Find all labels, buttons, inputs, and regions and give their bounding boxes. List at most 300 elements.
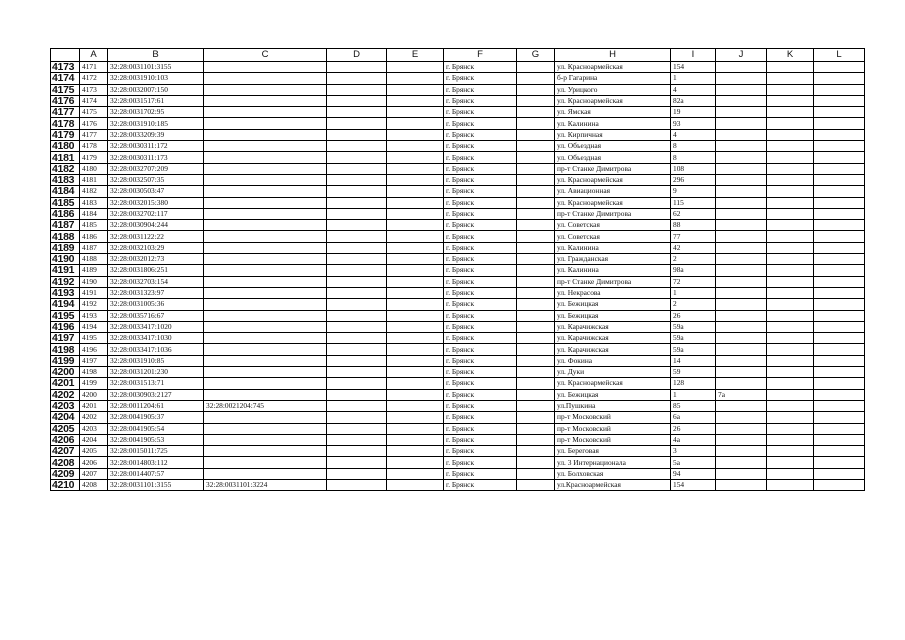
cell-f[interactable]: г. Брянск	[444, 62, 517, 73]
column-header-g[interactable]: G	[517, 49, 555, 62]
cell-f[interactable]: г. Брянск	[444, 163, 517, 174]
cell-l[interactable]	[814, 344, 865, 355]
cell-h[interactable]: пр-т Московский	[555, 434, 671, 445]
cell-e[interactable]	[387, 231, 444, 242]
cell-l[interactable]	[814, 310, 865, 321]
cell-g[interactable]	[517, 84, 555, 95]
cell-c[interactable]	[204, 84, 327, 95]
cell-k[interactable]	[767, 73, 814, 84]
cell-b[interactable]: 32:28:0011204:61	[108, 400, 204, 411]
cell-a[interactable]: 4201	[80, 400, 108, 411]
cell-d[interactable]	[327, 378, 387, 389]
row-number-cell[interactable]: 4196	[51, 321, 80, 332]
cell-e[interactable]	[387, 355, 444, 366]
cell-a[interactable]: 4185	[80, 220, 108, 231]
cell-d[interactable]	[327, 276, 387, 287]
cell-j[interactable]	[716, 208, 767, 219]
cell-k[interactable]	[767, 141, 814, 152]
cell-a[interactable]: 4208	[80, 479, 108, 490]
cell-h[interactable]: ул. Объездная	[555, 152, 671, 163]
cell-l[interactable]	[814, 265, 865, 276]
cell-f[interactable]: г. Брянск	[444, 457, 517, 468]
cell-l[interactable]	[814, 479, 865, 490]
cell-a[interactable]: 4193	[80, 310, 108, 321]
cell-g[interactable]	[517, 434, 555, 445]
cell-b[interactable]: 32:28:0031005:36	[108, 299, 204, 310]
cell-c[interactable]	[204, 367, 327, 378]
cell-f[interactable]: г. Брянск	[444, 95, 517, 106]
cell-i[interactable]: 4	[671, 84, 716, 95]
cell-a[interactable]: 4176	[80, 118, 108, 129]
cell-k[interactable]	[767, 242, 814, 253]
cell-f[interactable]: г. Брянск	[444, 468, 517, 479]
cell-l[interactable]	[814, 118, 865, 129]
cell-c[interactable]	[204, 208, 327, 219]
cell-d[interactable]	[327, 62, 387, 73]
cell-c[interactable]	[204, 344, 327, 355]
cell-g[interactable]	[517, 378, 555, 389]
cell-b[interactable]: 32:28:0031910:185	[108, 118, 204, 129]
cell-i[interactable]: 108	[671, 163, 716, 174]
cell-j[interactable]	[716, 355, 767, 366]
row-number-cell[interactable]: 4179	[51, 129, 80, 140]
cell-i[interactable]: 42	[671, 242, 716, 253]
cell-g[interactable]	[517, 220, 555, 231]
cell-d[interactable]	[327, 265, 387, 276]
cell-a[interactable]: 4197	[80, 355, 108, 366]
cell-c[interactable]	[204, 299, 327, 310]
cell-l[interactable]	[814, 355, 865, 366]
cell-c[interactable]	[204, 276, 327, 287]
cell-f[interactable]: г. Брянск	[444, 220, 517, 231]
cell-i[interactable]: 9	[671, 186, 716, 197]
cell-l[interactable]	[814, 321, 865, 332]
cell-c[interactable]	[204, 107, 327, 118]
cell-f[interactable]: г. Брянск	[444, 141, 517, 152]
cell-e[interactable]	[387, 434, 444, 445]
cell-a[interactable]: 4182	[80, 186, 108, 197]
row-number-cell[interactable]: 4201	[51, 378, 80, 389]
cell-b[interactable]: 32:28:0031201:230	[108, 367, 204, 378]
cell-f[interactable]: г. Брянск	[444, 400, 517, 411]
cell-l[interactable]	[814, 129, 865, 140]
cell-b[interactable]: 32:28:0030311:173	[108, 152, 204, 163]
cell-b[interactable]: 32:28:0031702:95	[108, 107, 204, 118]
cell-f[interactable]: г. Брянск	[444, 367, 517, 378]
cell-d[interactable]	[327, 186, 387, 197]
cell-j[interactable]	[716, 220, 767, 231]
cell-l[interactable]	[814, 367, 865, 378]
cell-g[interactable]	[517, 73, 555, 84]
cell-h[interactable]: ул. Фокина	[555, 355, 671, 366]
cell-e[interactable]	[387, 367, 444, 378]
cell-h[interactable]: ул. Советская	[555, 220, 671, 231]
row-number-cell[interactable]: 4203	[51, 400, 80, 411]
cell-i[interactable]: 115	[671, 197, 716, 208]
cell-d[interactable]	[327, 400, 387, 411]
cell-k[interactable]	[767, 299, 814, 310]
cell-c[interactable]	[204, 152, 327, 163]
cell-h[interactable]: ул. Советская	[555, 231, 671, 242]
row-number-cell[interactable]: 4189	[51, 242, 80, 253]
cell-l[interactable]	[814, 84, 865, 95]
cell-l[interactable]	[814, 174, 865, 185]
cell-b[interactable]: 32:28:0033417:1030	[108, 333, 204, 344]
cell-b[interactable]: 32:28:0033417:1036	[108, 344, 204, 355]
column-header-c[interactable]: C	[204, 49, 327, 62]
cell-c[interactable]: 32:28:0031101:3224	[204, 479, 327, 490]
cell-g[interactable]	[517, 389, 555, 400]
cell-g[interactable]	[517, 174, 555, 185]
cell-j[interactable]	[716, 118, 767, 129]
cell-c[interactable]	[204, 321, 327, 332]
cell-i[interactable]: 1	[671, 389, 716, 400]
cell-k[interactable]	[767, 163, 814, 174]
cell-k[interactable]	[767, 457, 814, 468]
cell-b[interactable]: 32:28:0041905:54	[108, 423, 204, 434]
cell-a[interactable]: 4202	[80, 412, 108, 423]
cell-a[interactable]: 4204	[80, 434, 108, 445]
cell-e[interactable]	[387, 186, 444, 197]
cell-a[interactable]: 4180	[80, 163, 108, 174]
cell-e[interactable]	[387, 310, 444, 321]
cell-i[interactable]: 72	[671, 276, 716, 287]
cell-a[interactable]: 4203	[80, 423, 108, 434]
cell-j[interactable]: 7а	[716, 389, 767, 400]
cell-k[interactable]	[767, 62, 814, 73]
row-number-cell[interactable]: 4200	[51, 367, 80, 378]
cell-j[interactable]	[716, 479, 767, 490]
cell-h[interactable]: ул. Карачижская	[555, 333, 671, 344]
cell-e[interactable]	[387, 95, 444, 106]
cell-i[interactable]: 26	[671, 310, 716, 321]
column-header-i[interactable]: I	[671, 49, 716, 62]
cell-f[interactable]: г. Брянск	[444, 378, 517, 389]
cell-j[interactable]	[716, 231, 767, 242]
cell-j[interactable]	[716, 107, 767, 118]
cell-b[interactable]: 32:28:0030904:244	[108, 220, 204, 231]
row-number-cell[interactable]: 4193	[51, 287, 80, 298]
column-header-d[interactable]: D	[327, 49, 387, 62]
cell-b[interactable]: 32:28:0031910:103	[108, 73, 204, 84]
cell-h[interactable]: ул. 3 Интернационала	[555, 457, 671, 468]
cell-a[interactable]: 4181	[80, 174, 108, 185]
row-number-cell[interactable]: 4187	[51, 220, 80, 231]
cell-d[interactable]	[327, 344, 387, 355]
cell-h[interactable]: ул. Карачижская	[555, 321, 671, 332]
cell-d[interactable]	[327, 220, 387, 231]
cell-f[interactable]: г. Брянск	[444, 446, 517, 457]
cell-d[interactable]	[327, 254, 387, 265]
cell-j[interactable]	[716, 141, 767, 152]
cell-e[interactable]	[387, 333, 444, 344]
row-number-cell[interactable]: 4192	[51, 276, 80, 287]
cell-e[interactable]	[387, 62, 444, 73]
cell-l[interactable]	[814, 231, 865, 242]
cell-h[interactable]: пр-т Станке Димитрова	[555, 163, 671, 174]
cell-g[interactable]	[517, 355, 555, 366]
cell-a[interactable]: 4173	[80, 84, 108, 95]
cell-d[interactable]	[327, 434, 387, 445]
cell-e[interactable]	[387, 479, 444, 490]
cell-i[interactable]: 1	[671, 287, 716, 298]
cell-l[interactable]	[814, 62, 865, 73]
cell-f[interactable]: г. Брянск	[444, 355, 517, 366]
cell-e[interactable]	[387, 220, 444, 231]
cell-k[interactable]	[767, 208, 814, 219]
cell-k[interactable]	[767, 389, 814, 400]
cell-b[interactable]: 32:28:0031101:3155	[108, 62, 204, 73]
cell-i[interactable]: 6а	[671, 412, 716, 423]
cell-i[interactable]: 82а	[671, 95, 716, 106]
cell-c[interactable]	[204, 412, 327, 423]
cell-i[interactable]: 77	[671, 231, 716, 242]
cell-h[interactable]: пр-т Московский	[555, 412, 671, 423]
cell-h[interactable]: ул. Береговая	[555, 446, 671, 457]
cell-j[interactable]	[716, 129, 767, 140]
cell-a[interactable]: 4190	[80, 276, 108, 287]
column-header-f[interactable]: F	[444, 49, 517, 62]
cell-i[interactable]: 85	[671, 400, 716, 411]
row-number-cell[interactable]: 4185	[51, 197, 80, 208]
cell-c[interactable]	[204, 265, 327, 276]
cell-g[interactable]	[517, 333, 555, 344]
cell-d[interactable]	[327, 479, 387, 490]
cell-l[interactable]	[814, 186, 865, 197]
cell-d[interactable]	[327, 129, 387, 140]
cell-f[interactable]: г. Брянск	[444, 186, 517, 197]
cell-e[interactable]	[387, 400, 444, 411]
cell-l[interactable]	[814, 254, 865, 265]
cell-h[interactable]: ул.Красноармейская	[555, 479, 671, 490]
cell-j[interactable]	[716, 321, 767, 332]
row-number-cell[interactable]: 4181	[51, 152, 80, 163]
cell-g[interactable]	[517, 231, 555, 242]
cell-b[interactable]: 32:28:0033209:39	[108, 129, 204, 140]
cell-e[interactable]	[387, 254, 444, 265]
cell-f[interactable]: г. Брянск	[444, 197, 517, 208]
cell-f[interactable]: г. Брянск	[444, 73, 517, 84]
cell-c[interactable]	[204, 310, 327, 321]
cell-e[interactable]	[387, 118, 444, 129]
cell-c[interactable]	[204, 220, 327, 231]
cell-b[interactable]: 32:28:0035716:67	[108, 310, 204, 321]
cell-l[interactable]	[814, 242, 865, 253]
cell-l[interactable]	[814, 73, 865, 84]
cell-d[interactable]	[327, 73, 387, 84]
row-number-cell[interactable]: 4197	[51, 333, 80, 344]
cell-i[interactable]: 62	[671, 208, 716, 219]
cell-k[interactable]	[767, 118, 814, 129]
cell-l[interactable]	[814, 378, 865, 389]
cell-j[interactable]	[716, 84, 767, 95]
cell-h[interactable]: ул. Красноармейская	[555, 95, 671, 106]
cell-c[interactable]	[204, 457, 327, 468]
cell-l[interactable]	[814, 400, 865, 411]
cell-c[interactable]	[204, 287, 327, 298]
cell-e[interactable]	[387, 378, 444, 389]
cell-d[interactable]	[327, 389, 387, 400]
cell-k[interactable]	[767, 479, 814, 490]
cell-l[interactable]	[814, 95, 865, 106]
cell-j[interactable]	[716, 299, 767, 310]
cell-b[interactable]: 32:28:0032007:150	[108, 84, 204, 95]
cell-l[interactable]	[814, 389, 865, 400]
cell-d[interactable]	[327, 141, 387, 152]
row-number-cell[interactable]: 4175	[51, 84, 80, 95]
cell-f[interactable]: г. Брянск	[444, 333, 517, 344]
cell-f[interactable]: г. Брянск	[444, 321, 517, 332]
cell-c[interactable]	[204, 73, 327, 84]
cell-g[interactable]	[517, 299, 555, 310]
cell-c[interactable]	[204, 434, 327, 445]
cell-h[interactable]: ул. Авиационная	[555, 186, 671, 197]
cell-k[interactable]	[767, 95, 814, 106]
cell-k[interactable]	[767, 220, 814, 231]
cell-d[interactable]	[327, 174, 387, 185]
cell-d[interactable]	[327, 152, 387, 163]
cell-i[interactable]: 296	[671, 174, 716, 185]
cell-d[interactable]	[327, 457, 387, 468]
cell-h[interactable]: пр-т Станке Димитрова	[555, 208, 671, 219]
cell-h[interactable]: ул. Бежицкая	[555, 299, 671, 310]
cell-b[interactable]: 32:28:0032015:380	[108, 197, 204, 208]
cell-i[interactable]: 14	[671, 355, 716, 366]
cell-c[interactable]	[204, 118, 327, 129]
column-header-l[interactable]: L	[814, 49, 865, 62]
cell-j[interactable]	[716, 73, 767, 84]
cell-g[interactable]	[517, 186, 555, 197]
cell-j[interactable]	[716, 254, 767, 265]
cell-g[interactable]	[517, 344, 555, 355]
cell-l[interactable]	[814, 107, 865, 118]
row-number-cell[interactable]: 4177	[51, 107, 80, 118]
cell-j[interactable]	[716, 265, 767, 276]
cell-k[interactable]	[767, 152, 814, 163]
cell-d[interactable]	[327, 446, 387, 457]
cell-l[interactable]	[814, 434, 865, 445]
cell-d[interactable]	[327, 84, 387, 95]
cell-h[interactable]: ул. Кирпичная	[555, 129, 671, 140]
cell-l[interactable]	[814, 468, 865, 479]
cell-l[interactable]	[814, 197, 865, 208]
cell-d[interactable]	[327, 231, 387, 242]
cell-k[interactable]	[767, 378, 814, 389]
cell-k[interactable]	[767, 412, 814, 423]
cell-k[interactable]	[767, 276, 814, 287]
cell-h[interactable]: ул. Дуки	[555, 367, 671, 378]
corner-cell[interactable]	[51, 49, 80, 62]
cell-f[interactable]: г. Брянск	[444, 254, 517, 265]
cell-d[interactable]	[327, 299, 387, 310]
cell-e[interactable]	[387, 446, 444, 457]
cell-i[interactable]: 59	[671, 367, 716, 378]
cell-c[interactable]	[204, 378, 327, 389]
cell-c[interactable]	[204, 129, 327, 140]
cell-a[interactable]: 4189	[80, 265, 108, 276]
cell-j[interactable]	[716, 457, 767, 468]
cell-g[interactable]	[517, 423, 555, 434]
cell-j[interactable]	[716, 62, 767, 73]
cell-e[interactable]	[387, 457, 444, 468]
cell-i[interactable]: 19	[671, 107, 716, 118]
cell-g[interactable]	[517, 310, 555, 321]
cell-g[interactable]	[517, 254, 555, 265]
cell-k[interactable]	[767, 434, 814, 445]
cell-j[interactable]	[716, 423, 767, 434]
cell-j[interactable]	[716, 378, 767, 389]
cell-e[interactable]	[387, 389, 444, 400]
cell-i[interactable]: 26	[671, 423, 716, 434]
cell-b[interactable]: 32:28:0014407:57	[108, 468, 204, 479]
cell-k[interactable]	[767, 129, 814, 140]
cell-h[interactable]: пр-т Московский	[555, 423, 671, 434]
cell-d[interactable]	[327, 423, 387, 434]
cell-c[interactable]	[204, 174, 327, 185]
cell-f[interactable]: г. Брянск	[444, 242, 517, 253]
cell-a[interactable]: 4178	[80, 141, 108, 152]
cell-k[interactable]	[767, 287, 814, 298]
cell-k[interactable]	[767, 423, 814, 434]
cell-d[interactable]	[327, 242, 387, 253]
cell-l[interactable]	[814, 276, 865, 287]
row-number-cell[interactable]: 4194	[51, 299, 80, 310]
column-header-b[interactable]: B	[108, 49, 204, 62]
cell-e[interactable]	[387, 265, 444, 276]
cell-k[interactable]	[767, 321, 814, 332]
cell-b[interactable]: 32:28:0030903:2127	[108, 389, 204, 400]
cell-j[interactable]	[716, 434, 767, 445]
row-number-cell[interactable]: 4191	[51, 265, 80, 276]
cell-f[interactable]: г. Брянск	[444, 129, 517, 140]
cell-k[interactable]	[767, 310, 814, 321]
cell-e[interactable]	[387, 423, 444, 434]
cell-i[interactable]: 93	[671, 118, 716, 129]
cell-h[interactable]: ул. Калинина	[555, 118, 671, 129]
cell-e[interactable]	[387, 197, 444, 208]
cell-h[interactable]: пр-т Станке Димитрова	[555, 276, 671, 287]
cell-e[interactable]	[387, 174, 444, 185]
cell-j[interactable]	[716, 344, 767, 355]
cell-i[interactable]: 4а	[671, 434, 716, 445]
row-number-cell[interactable]: 4188	[51, 231, 80, 242]
cell-g[interactable]	[517, 118, 555, 129]
cell-h[interactable]: ул. Калинина	[555, 242, 671, 253]
cell-e[interactable]	[387, 208, 444, 219]
cell-d[interactable]	[327, 412, 387, 423]
cell-e[interactable]	[387, 287, 444, 298]
cell-j[interactable]	[716, 468, 767, 479]
cell-l[interactable]	[814, 141, 865, 152]
row-number-cell[interactable]: 4173	[51, 62, 80, 73]
cell-a[interactable]: 4200	[80, 389, 108, 400]
cell-a[interactable]: 4186	[80, 231, 108, 242]
cell-i[interactable]: 3	[671, 446, 716, 457]
cell-b[interactable]: 32:28:0030503:47	[108, 186, 204, 197]
cell-i[interactable]: 128	[671, 378, 716, 389]
cell-e[interactable]	[387, 276, 444, 287]
column-header-k[interactable]: K	[767, 49, 814, 62]
cell-b[interactable]: 32:28:0041905:37	[108, 412, 204, 423]
cell-a[interactable]: 4191	[80, 287, 108, 298]
cell-b[interactable]: 32:28:0041905:53	[108, 434, 204, 445]
cell-a[interactable]: 4188	[80, 254, 108, 265]
row-number-cell[interactable]: 4178	[51, 118, 80, 129]
cell-d[interactable]	[327, 287, 387, 298]
cell-j[interactable]	[716, 163, 767, 174]
row-number-cell[interactable]: 4174	[51, 73, 80, 84]
cell-l[interactable]	[814, 412, 865, 423]
